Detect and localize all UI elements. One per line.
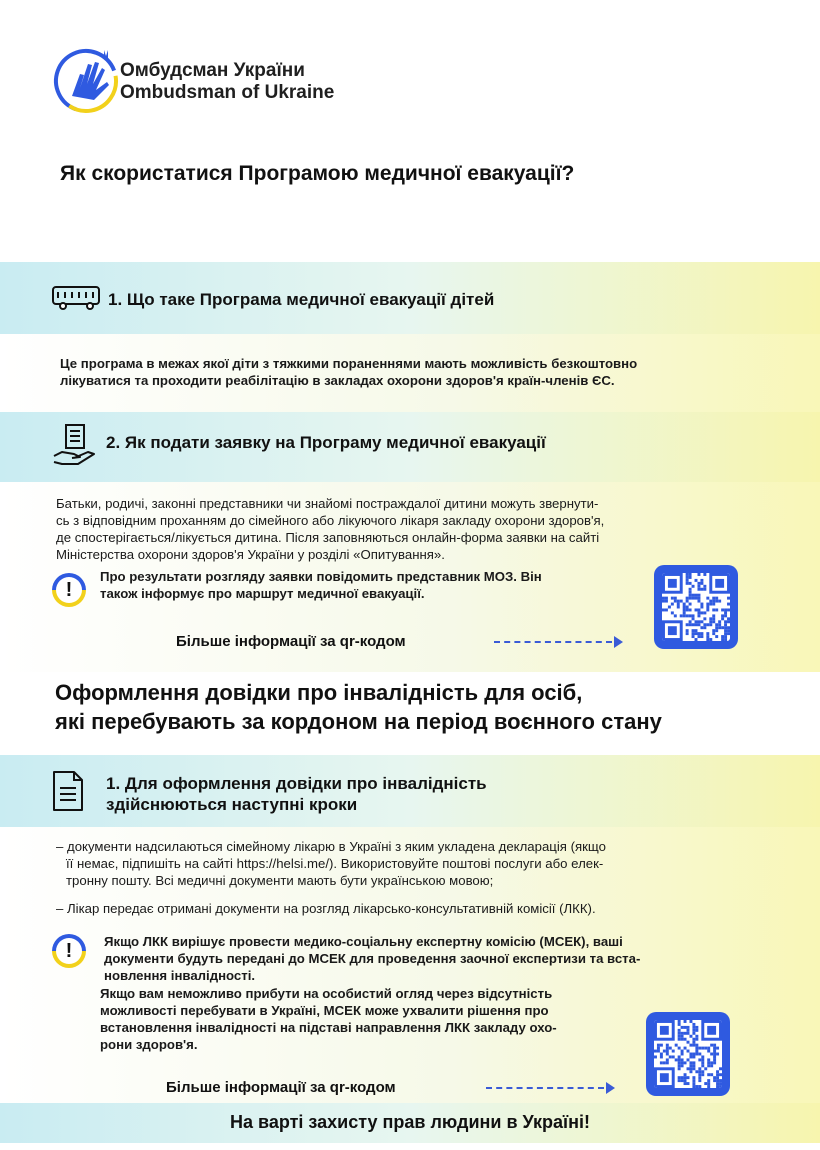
- bullet1-line1: – документи надсилаються сімейному лікарю в Україні з яким укладена декларація (якщо: [56, 839, 606, 854]
- arrow-head-1: [614, 636, 623, 648]
- section3-title-line2: здійснюються наступні кроки: [106, 795, 358, 814]
- warning-icon-2: !: [52, 934, 86, 968]
- heading2-line1: Оформлення довідки про інвалідність для осіб,: [55, 680, 583, 705]
- logo-text-en: Ombudsman of Ukraine: [120, 82, 335, 103]
- section1-text-line2: лікуватися та проходити реабілітацію в закладах охорони здоров'я країн-членів ЄС.: [60, 373, 615, 388]
- section2-text-line4: Міністерства охорони здоров'я України у розділі «Опитування».: [56, 547, 445, 562]
- footer-slogan: На варті захисту прав людини в Україні!: [230, 1112, 590, 1132]
- section3-extra-line3: встановлення інвалідності на підставі направлення ЛКК закладу охо-: [100, 1020, 557, 1035]
- section2-title: 2. Як подати заявку на Програму медичної евакуації: [106, 433, 546, 452]
- more-info-link-1[interactable]: Більше інформації за qr-кодом: [176, 633, 406, 650]
- heading2-line2: які перебувають за кордоном на період воєнного стану: [55, 709, 662, 734]
- bullet1-line3: тронну пошту. Всі медичні документи мають бути українською мовою;: [66, 873, 494, 888]
- logo: [50, 44, 380, 114]
- bullet2: – Лікар передає отримані документи на розгляд лікарсько-консультативній комісії (ЛКК).: [56, 901, 596, 916]
- document-icon: [52, 770, 84, 812]
- page-title: Як скористатися Програмою медичної евакуації?: [60, 162, 575, 185]
- section2-text-line3: де спостерігається/лікується дитина. Після заповняються онлайн-форма заявки на сайті: [56, 530, 600, 545]
- section3-extra-line1: Якщо вам неможливо прибути на особистий огляд через відсутність: [100, 986, 553, 1001]
- section2-text-line2: сь з відповідним проханням до сімейного або лікуючого лікаря закладу охорони здоров'я,: [56, 513, 605, 528]
- more-info-link-2[interactable]: Більше інформації за qr-кодом: [166, 1079, 396, 1096]
- logo-text-ua: Омбудсман України: [120, 60, 305, 81]
- section3-extra-line2: можливості перебувати в Україні, МСЕК може ухвалити рішення про: [100, 1003, 549, 1018]
- bus-icon: [52, 285, 102, 311]
- warning-icon: !: [52, 573, 86, 607]
- qr-pattern-1: [662, 573, 730, 641]
- section3-note-line3: новлення інвалідності.: [104, 968, 256, 983]
- section3-extra-line4: рони здоров'я.: [100, 1037, 198, 1052]
- qr-pattern-2: [654, 1020, 722, 1088]
- dashed-arrow-2: [486, 1087, 604, 1089]
- section2-note-line1: Про результати розгляду заявки повідомить представник МОЗ. Він: [100, 569, 542, 584]
- document-hand-icon: [52, 422, 98, 468]
- section3-title-line1: 1. Для оформлення довідки про інвалідність: [106, 774, 487, 793]
- section2-note-line2: також інформує про маршрут медичної евакуації.: [100, 586, 425, 601]
- section2-text-line1: Батьки, родичі, законні представники чи знайомі постраждалої дитини можуть звернути-: [56, 496, 599, 511]
- qr-code-2[interactable]: [646, 1012, 730, 1096]
- section1-text-line1: Це програма в межах якої діти з тяжкими пораненнями мають можливість безкоштовно: [60, 356, 638, 371]
- section3-note-line2: документи будуть передані до МСЕК для проведення заочної експертизи та вста-: [104, 951, 641, 966]
- dashed-arrow-1: [494, 641, 612, 643]
- section3-note-line1: Якщо ЛКК вирішує провести медико-соціальну експертну комісію (МСЕК), ваші: [104, 934, 623, 949]
- qr-code-1[interactable]: [654, 565, 738, 649]
- ombudsman-hand-logo-icon: [50, 44, 124, 114]
- section1-title: 1. Що таке Програма медичної евакуації дітей: [108, 290, 495, 309]
- arrow-head-2: [606, 1082, 615, 1094]
- bullet1-line2: її немає, підпишіть на сайті https://helsi.me/). Використовуйте поштові послуги або елек-: [66, 856, 604, 871]
